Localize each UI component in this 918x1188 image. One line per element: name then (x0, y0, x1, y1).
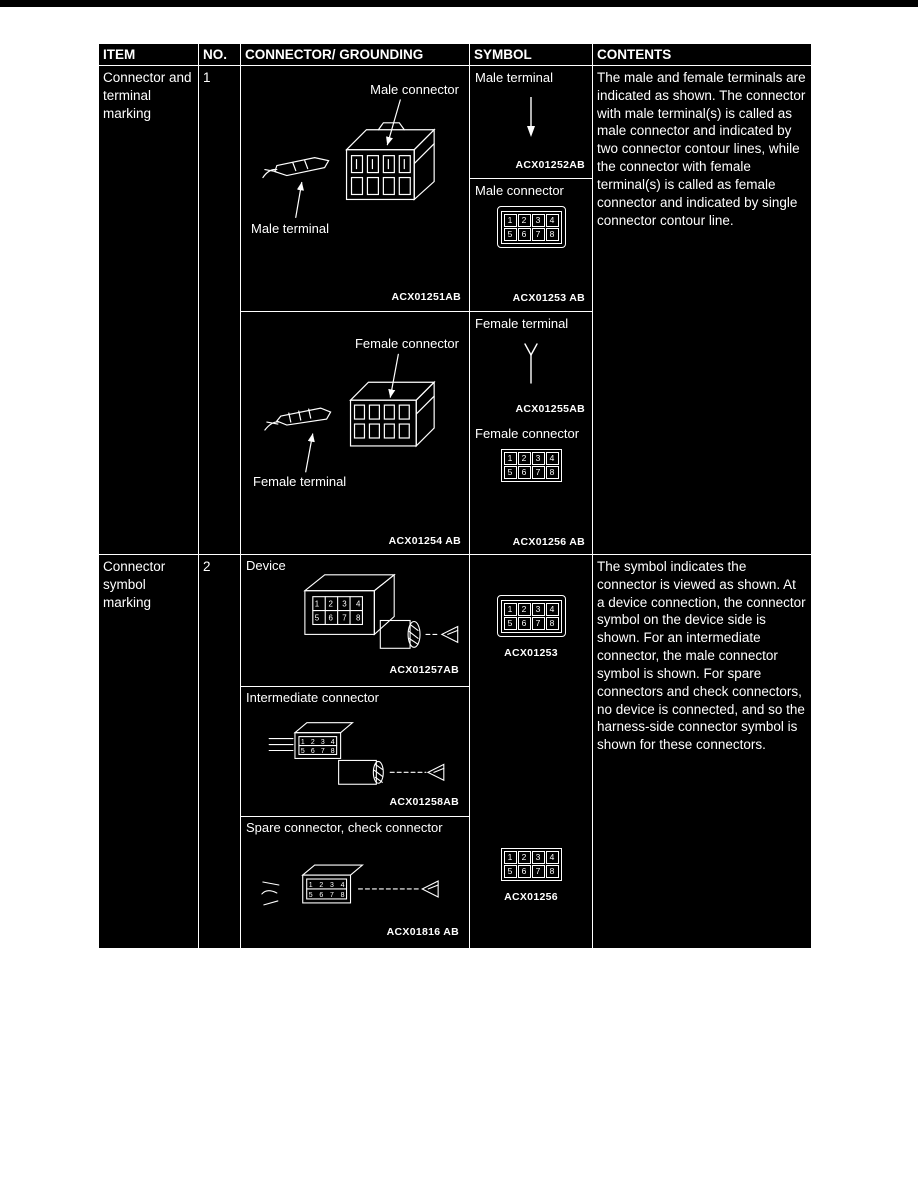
male-connector-symbol (497, 595, 566, 637)
table-header-row (99, 44, 811, 66)
spare-check-connector-figure (241, 817, 469, 952)
contents-cell (593, 555, 811, 952)
pin-number: 3 (532, 603, 545, 616)
intermediate-connector-figure (241, 687, 469, 817)
female-terminal-symbol-label: Female terminal (475, 316, 569, 331)
row-number: 2 (203, 559, 211, 574)
symbol-code: ACX01256 AB (512, 536, 585, 548)
male-connector-drawing (241, 66, 469, 311)
pin-number: 4 (546, 603, 559, 616)
svg-text:1 2 3 4: 1 2 3 4 (308, 881, 345, 889)
pin-number: 8 (546, 865, 559, 878)
pin-number: 6 (518, 466, 531, 479)
pin-number: 5 (504, 865, 517, 878)
page-top-edge (0, 0, 918, 7)
pin-number: 4 (546, 851, 559, 864)
pin-number: 5 (504, 466, 517, 479)
pin-number: 2 (518, 851, 531, 864)
figure-code: ACX01254 AB (388, 535, 461, 547)
male-connector-symbol (497, 206, 566, 248)
header-connector-grounding: CONNECTOR/ GROUNDING (241, 44, 470, 65)
symbol-cell (470, 555, 593, 952)
symbol-code: ACX01256 (504, 891, 558, 903)
header-item: ITEM (99, 44, 199, 65)
symbol-code: ACX01255AB (515, 403, 585, 415)
pin-number: 7 (532, 466, 545, 479)
pin-number: 5 (504, 617, 517, 630)
female-terminal-label: Female terminal (253, 474, 347, 489)
legend-table (97, 42, 813, 950)
device-symbol-group (497, 595, 566, 659)
male-terminal-symbol-label: Male terminal (475, 70, 554, 85)
male-connector-figure (241, 66, 469, 312)
contents-cell (593, 66, 811, 554)
male-connector-label: Male connector (370, 82, 459, 97)
view-direction-icon (422, 881, 438, 897)
item-label: Connector symbol marking (103, 559, 166, 610)
no-cell (199, 66, 241, 554)
header-no: NO. (199, 44, 241, 65)
table-row-connector-terminal-marking (99, 66, 811, 555)
symbol-code: ACX01253 (504, 647, 558, 659)
pin-number: 3 (532, 214, 545, 227)
pin-number: 7 (532, 228, 545, 241)
pin-number: 1 (504, 851, 517, 864)
pin-number: 1 (504, 603, 517, 616)
symbol-cell (470, 66, 593, 554)
view-direction-icon (442, 626, 458, 642)
male-terminal-symbol-section (470, 66, 592, 179)
pin-number: 6 (518, 865, 531, 878)
figure-code: ACX01257AB (389, 664, 459, 676)
svg-text:5 6 7 8: 5 6 7 8 (314, 613, 361, 623)
female-terminal-symbol (511, 339, 551, 387)
female-connector-label: Female connector (354, 336, 459, 351)
pin-number: 1 (504, 214, 517, 227)
male-terminal-symbol (511, 93, 551, 141)
pin-grid (504, 851, 559, 878)
female-connector-symbol (501, 449, 562, 482)
svg-text:1 2 3 4: 1 2 3 4 (300, 739, 335, 747)
pin-number: 8 (546, 617, 559, 630)
row-number: 1 (203, 70, 211, 85)
female-terminal-symbol-section (470, 312, 592, 422)
contents-text: The symbol indicates the connector is viewed as shown. At a device connection, the connector symbol on the device side is shown. For an intermediate connector, the male connector symbol is shown. For spare connectors and check connectors, no device is connected, and so the harness-side connector symbol is shown for these connectors. (597, 559, 806, 753)
no-cell (199, 555, 241, 952)
item-cell (99, 66, 199, 554)
pin-number: 7 (532, 617, 545, 630)
figure-code: ACX01816 AB (386, 926, 459, 938)
connector-grounding-cell (241, 555, 470, 952)
spare-check-connector-label: Spare connector, check connector (246, 820, 443, 835)
male-connector-symbol-section (470, 179, 592, 312)
header-contents: CONTENTS (597, 47, 672, 62)
pin-number: 2 (518, 603, 531, 616)
connector-grounding-cell (241, 66, 470, 554)
symbol-code: ACX01253 AB (512, 292, 585, 304)
contents-text: The male and female terminals are indicated as shown. The connector with male terminal(s) is called as male connector and indicated by two connector contour lines, while the connector with female terminal(s) is called as female connector and indicated by single connector contour line. (597, 70, 806, 228)
item-cell (99, 555, 199, 952)
harness-side-symbol-group (501, 847, 562, 903)
pin-number: 3 (532, 851, 545, 864)
pin-number: 8 (546, 228, 559, 241)
female-connector-figure (241, 312, 469, 555)
pin-number: 3 (532, 452, 545, 465)
item-label: Connector and terminal marking (103, 70, 192, 121)
pin-number: 7 (532, 865, 545, 878)
pin-number: 5 (504, 228, 517, 241)
pin-number: 4 (546, 452, 559, 465)
device-figure (241, 555, 469, 687)
female-connector-symbol-section (470, 422, 592, 555)
pin-number: 6 (518, 228, 531, 241)
figure-code: ACX01251AB (391, 291, 461, 303)
pin-number: 8 (546, 466, 559, 479)
pin-number: 6 (518, 617, 531, 630)
pin-grid (504, 452, 559, 479)
pin-number: 1 (504, 452, 517, 465)
svg-text:5 6 7 8: 5 6 7 8 (300, 747, 335, 755)
symbol-code: ACX01252AB (515, 159, 585, 171)
device-label: Device (246, 558, 286, 573)
pin-grid (504, 603, 559, 630)
male-terminal-label: Male terminal (251, 221, 330, 236)
svg-text:5 6 7 8: 5 6 7 8 (308, 891, 345, 899)
view-direction-icon (428, 764, 444, 780)
pin-number: 2 (518, 214, 531, 227)
female-connector-symbol-label: Female connector (475, 426, 580, 441)
male-connector-symbol-label: Male connector (475, 183, 564, 198)
table-row-connector-symbol-marking (99, 555, 811, 952)
intermediate-connector-label: Intermediate connector (246, 690, 379, 705)
svg-text:1 2 3 4: 1 2 3 4 (314, 599, 361, 609)
figure-code: ACX01258AB (389, 796, 459, 808)
pin-number: 4 (546, 214, 559, 227)
header-symbol: SYMBOL (470, 44, 593, 65)
pin-grid (504, 214, 559, 241)
pin-number: 2 (518, 452, 531, 465)
female-connector-symbol (501, 848, 562, 881)
